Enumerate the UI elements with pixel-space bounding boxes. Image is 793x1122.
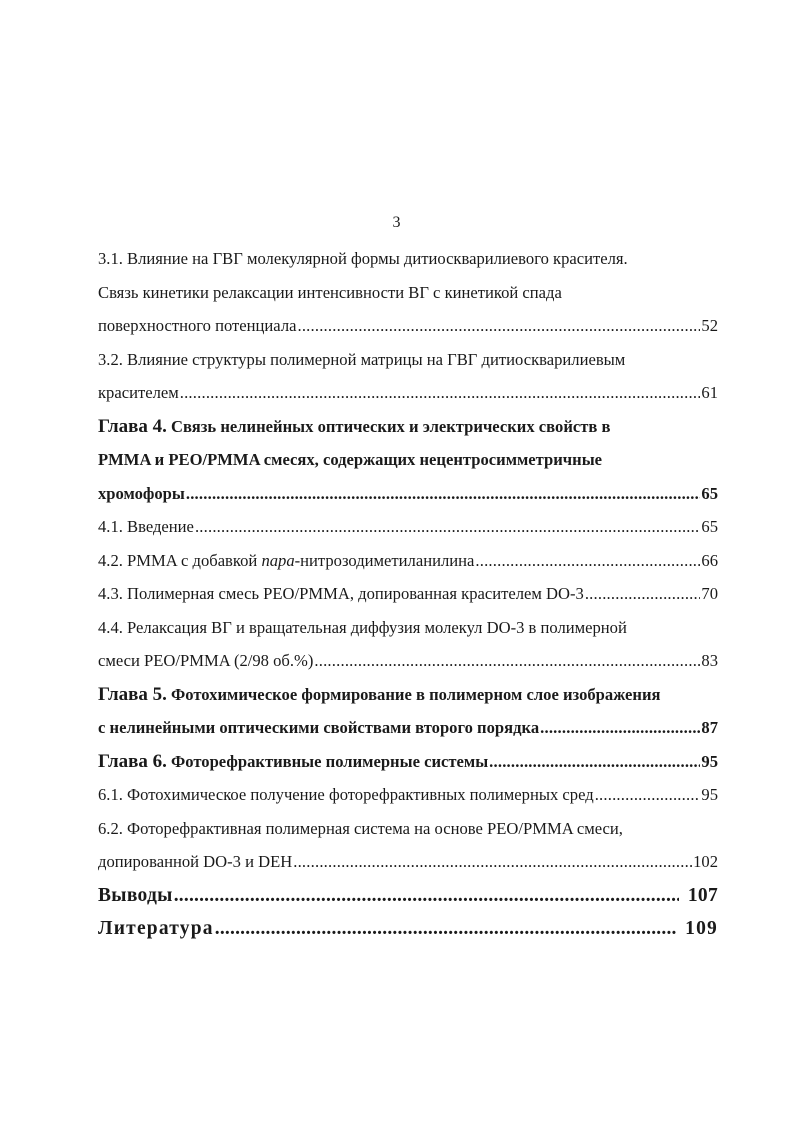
dot-leader — [540, 711, 700, 745]
toc-page-ref: 52 — [701, 316, 718, 335]
toc-page-ref: 87 — [701, 718, 718, 737]
toc-chapter-4-line3[interactable]: хромофоры ..... 65 — [98, 477, 718, 511]
toc-page-ref: 95 — [701, 751, 718, 771]
toc-entry-3-1-line1: 3.1. Влияние на ГВГ молекулярной формы дитиоскварилиевого красителя. — [98, 249, 628, 268]
dot-leader — [180, 376, 701, 410]
toc-entry-3-1-line2: Связь кинетики релаксации интенсивности ВГ с кинетикой спада — [98, 282, 562, 302]
toc-page-ref: 65 — [701, 517, 718, 536]
toc-entry-4-1[interactable]: 4.1. Введение ..... 65 — [98, 510, 718, 544]
dot-leader — [293, 845, 692, 879]
toc-page-ref: 95 — [701, 785, 718, 804]
toc-page-ref: 107 — [687, 884, 718, 906]
toc-page-ref: 83 — [701, 651, 718, 670]
toc-entry-4-4-line2[interactable]: смеси PEO/PMMA (2/98 об.%) ..... 83 — [98, 644, 718, 678]
table-of-contents — [98, 242, 718, 946]
toc-entry-4-4-line1: 4.4. Релаксация ВГ и вращательная диффузия молекул DO-3 в полимерной — [98, 617, 627, 637]
toc-chapter-4-line1: Глава 4. Связь нелинейных оптических и электрических свойств в — [98, 415, 611, 437]
toc-entry-6-2-line1: 6.2. Фоторефрактивная полимерная система на основе PEO/PMMA смеси, — [98, 818, 623, 838]
chapter-label: Глава 4. — [98, 415, 167, 437]
toc-page-ref: 70 — [701, 584, 718, 603]
toc-conclusions[interactable]: Выводы ..... 107 — [98, 879, 718, 913]
dot-leader — [215, 912, 676, 946]
toc-page-ref: 66 — [701, 550, 718, 570]
dot-leader — [186, 477, 701, 511]
toc-page-ref: 61 — [701, 383, 718, 402]
dot-leader — [297, 309, 700, 343]
dot-leader — [174, 879, 679, 913]
toc-entry-6-1[interactable]: 6.1. Фотохимическое получение фоторефрактивных полимерных сред ..... 95 — [98, 778, 718, 812]
toc-entry-4-2[interactable]: 4.2. PMMA с добавкой пара-нитрозодиметиланилина ..... 66 — [98, 544, 718, 578]
dot-leader — [475, 544, 700, 578]
toc-entry-4-3[interactable]: 4.3. Полимерная смесь PEO/PMMA, допированная красителем DO-3 ..... 70 — [98, 577, 718, 611]
dot-leader — [595, 778, 701, 812]
dot-leader — [314, 644, 700, 678]
toc-entry-3-2-line1: 3.2. Влияние структуры полимерной матрицы на ГВГ дитиоскварилиевым — [98, 349, 626, 369]
dot-leader — [195, 510, 700, 544]
chapter-label: Глава 5. — [98, 683, 167, 705]
chapter-label: Глава 6. — [98, 750, 167, 772]
toc-page-ref: 102 — [693, 852, 718, 871]
toc-chapter-6[interactable]: Глава 6. Фоторефрактивные полимерные системы ..... 95 — [98, 745, 718, 779]
toc-chapter-5-line1: Глава 5. Фотохимическое формирование в полимерном слое изображения — [98, 683, 661, 705]
toc-entry-3-1-line3[interactable]: поверхностного потенциала ..... 52 — [98, 309, 718, 343]
dot-leader — [489, 745, 700, 779]
toc-chapter-4-line2: PMMA и PEO/PMMA смесях, содержащих нецентросимметричные — [98, 450, 603, 469]
dot-leader — [585, 577, 701, 611]
page-number: 3 — [392, 214, 401, 231]
toc-entry-3-2-line2[interactable]: красителем ..... 61 — [98, 376, 718, 410]
toc-entry-6-2-line2[interactable]: допированной DO-3 и DEH ..... 102 — [98, 845, 718, 879]
toc-chapter-5-line2[interactable]: с нелинейными оптическими свойствами второго порядка ..... 87 — [98, 711, 718, 745]
toc-page-ref: 109 — [685, 918, 718, 939]
toc-literature[interactable]: Литература ..... 109 — [98, 912, 718, 946]
toc-page-ref: 65 — [701, 483, 718, 503]
